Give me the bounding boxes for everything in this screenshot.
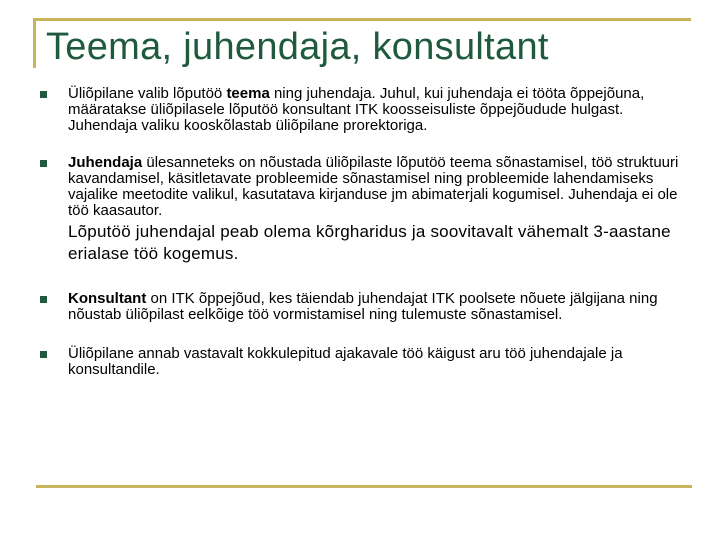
bullet-item-supervisor <box>40 155 690 219</box>
slide-title: Teema, juhendaja, konsultant <box>46 26 549 68</box>
bullet-text-post: ülesanneteks on nõustada üliõpilaste lõputöö teema sõnastamisel, töö struktuuri kavandamisel, käsitletavate probleemide sõnastamisel ning probleemide lahendamiseks vajalike meetodite valikul, kasutatava kirjanduse jm abimaterjali kogumisel. Juhendaja ei ole töö kaasautor. <box>68 154 679 219</box>
bullet-text-pre: Üliõpilane valib lõputöö <box>68 85 227 102</box>
bullet-item-topic <box>40 86 690 134</box>
square-bullet-icon <box>40 91 47 98</box>
bottom-divider-line <box>36 485 692 488</box>
bullet-item-consultant <box>40 291 690 323</box>
frame-top-line <box>33 18 691 21</box>
slide-content <box>40 86 690 378</box>
bullet-text-post: ning juhendaja. Juhul, kui juhendaja ei tööta õppejõuna, määratakse üliõpilasele lõputöö konsultant ITK koosseisuliste õppejõudude hulgast. Juhendaja valiku kooskõlastab üliõpilane prorektoriga. <box>68 85 645 134</box>
square-bullet-icon <box>40 351 47 358</box>
bullet-text-post: on ITK õppejõud, kes täiendab juhendajat ITK poolsete nõuete jälgijana ning nõustab üliõpilast eelkõige töö vormistamisel ning tulemuste sõnastamisel. <box>68 290 658 323</box>
square-bullet-icon <box>40 296 47 303</box>
bullet-text-bold: Konsultant <box>68 290 147 307</box>
bullet-item-reporting <box>40 346 690 378</box>
bullet-text-bold: teema <box>226 85 270 102</box>
bullet-text-pre: Üliõpilane annab vastavalt kokkulepitud ajakavale töö käigust aru töö juhendajale ja konsultandile. <box>68 345 623 378</box>
bullet-text-bold: Juhendaja <box>68 154 143 171</box>
supervisor-requirement-note: Lõputöö juhendajal peab olema kõrgharidus ja soovitavalt vähemalt 3-aastane erialase töö kogemus. <box>68 222 671 263</box>
square-bullet-icon <box>40 160 47 167</box>
frame-vertical-line <box>33 18 36 68</box>
